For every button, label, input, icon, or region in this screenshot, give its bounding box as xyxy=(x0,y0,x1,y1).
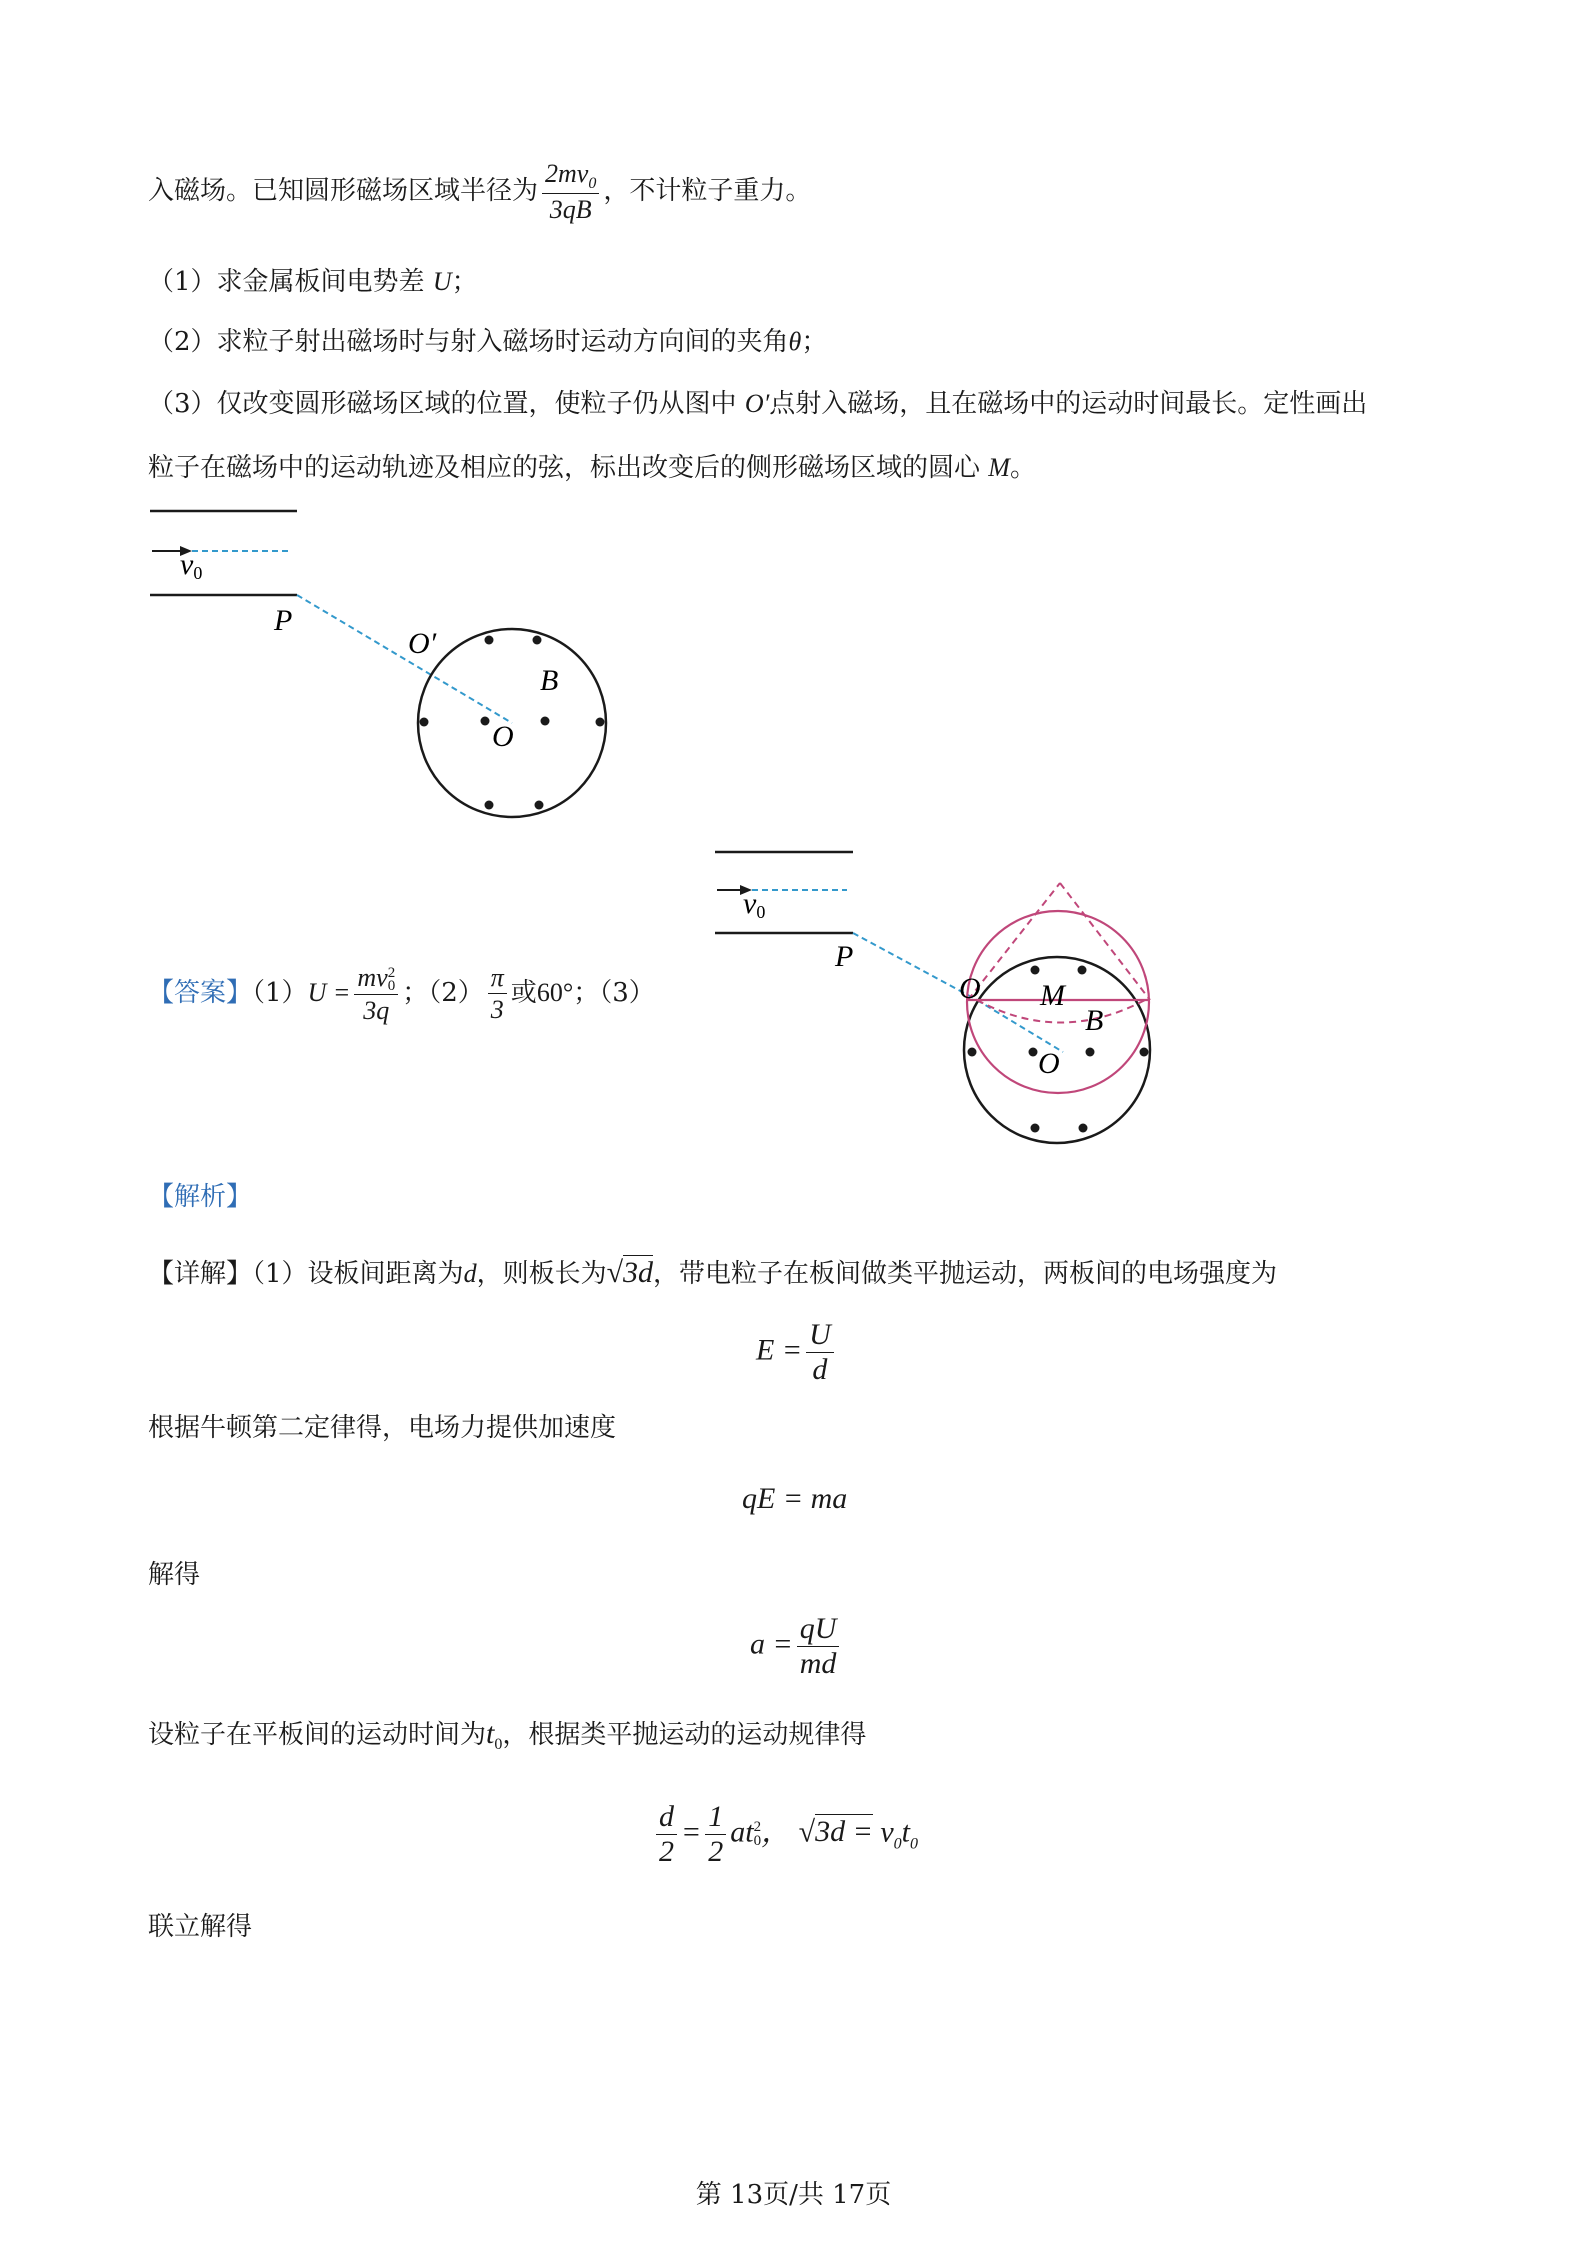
analysis-tag: 【解析】 xyxy=(148,1182,253,1212)
equation-kinematics: $\frac{d}{2}$ = $\frac{1}{2}$ at 2 0 ， $√3d = v_0t_0$ xyxy=(652,1800,918,1869)
detail-line: 【详解】（1）设板间距离为d，则板长为√3d，带电粒子在板间做类平抛运动，两板间的电场强度为 xyxy=(148,1256,1278,1289)
combine-text: 联立解得 xyxy=(148,1912,253,1942)
O-label: O xyxy=(492,720,514,753)
solve-text: 解得 xyxy=(148,1560,201,1590)
v0-label: v0 xyxy=(180,548,203,583)
figure-2 xyxy=(705,840,1165,1150)
newton-text: 根据牛顿第二定律得，电场力提供加速度 xyxy=(148,1413,617,1443)
time-text: 设粒子在平板间的运动时间为$t_0$，根据类平抛运动的运动规律得 xyxy=(148,1717,867,1754)
page-footer: 第 13页/共 17页 xyxy=(695,2180,892,2210)
B-label: B xyxy=(1085,1004,1104,1037)
P-label: P xyxy=(274,604,293,637)
radius-fraction: $\frac{2mv_0}{3qB}$ xyxy=(542,158,599,226)
question-2: （2）求粒子射出磁场时与射入磁场时运动方向间的夹角θ； xyxy=(148,327,828,357)
question-3-line-1: （3）仅改变圆形磁场区域的位置，使粒子仍从图中 O′点射入磁场，且在磁场中的运动时间最长。定性画出 xyxy=(148,389,1368,419)
question-1: （1）求金属板间电势差 U； xyxy=(148,267,478,297)
equation-E: E = $\frac{U}{d}$ xyxy=(756,1318,838,1387)
intro-line: 入磁场。已知圆形磁场区域半径为 $\frac{2mv_0}{3qB}$ ，不计粒子重力。 xyxy=(148,159,812,225)
B-label: B xyxy=(540,664,559,697)
tangent-right xyxy=(1060,883,1150,1000)
equation-qE: qE = ma xyxy=(742,1482,848,1515)
P-label: P xyxy=(835,940,854,973)
O-prime-label: O′ xyxy=(408,627,437,660)
answer-tag: 【答案】 xyxy=(148,977,253,1008)
pi-fraction: $\frac{\pi}{3}$ xyxy=(488,962,507,1025)
dashed-path-2 xyxy=(297,595,512,723)
equation-a: a = $\frac{qU}{md}$ xyxy=(750,1612,843,1681)
question-3-line-2: 粒子在磁场中的运动轨迹及相应的弦，标出改变后的侧形磁场区域的圆心 M。 xyxy=(148,453,1036,483)
O-prime-label: O xyxy=(959,972,981,1005)
answer-line: 【答案】（1）U = mv 2 0 3q ；（2） $\frac{\pi}{3}$ 或60°；（3） xyxy=(148,963,655,1025)
M-label: M xyxy=(1040,979,1065,1012)
v0-label: v0 xyxy=(743,887,766,922)
O-label: O xyxy=(1038,1047,1060,1080)
figure-1 xyxy=(140,495,640,835)
U-fraction: mv 2 0 3q xyxy=(354,962,398,1026)
